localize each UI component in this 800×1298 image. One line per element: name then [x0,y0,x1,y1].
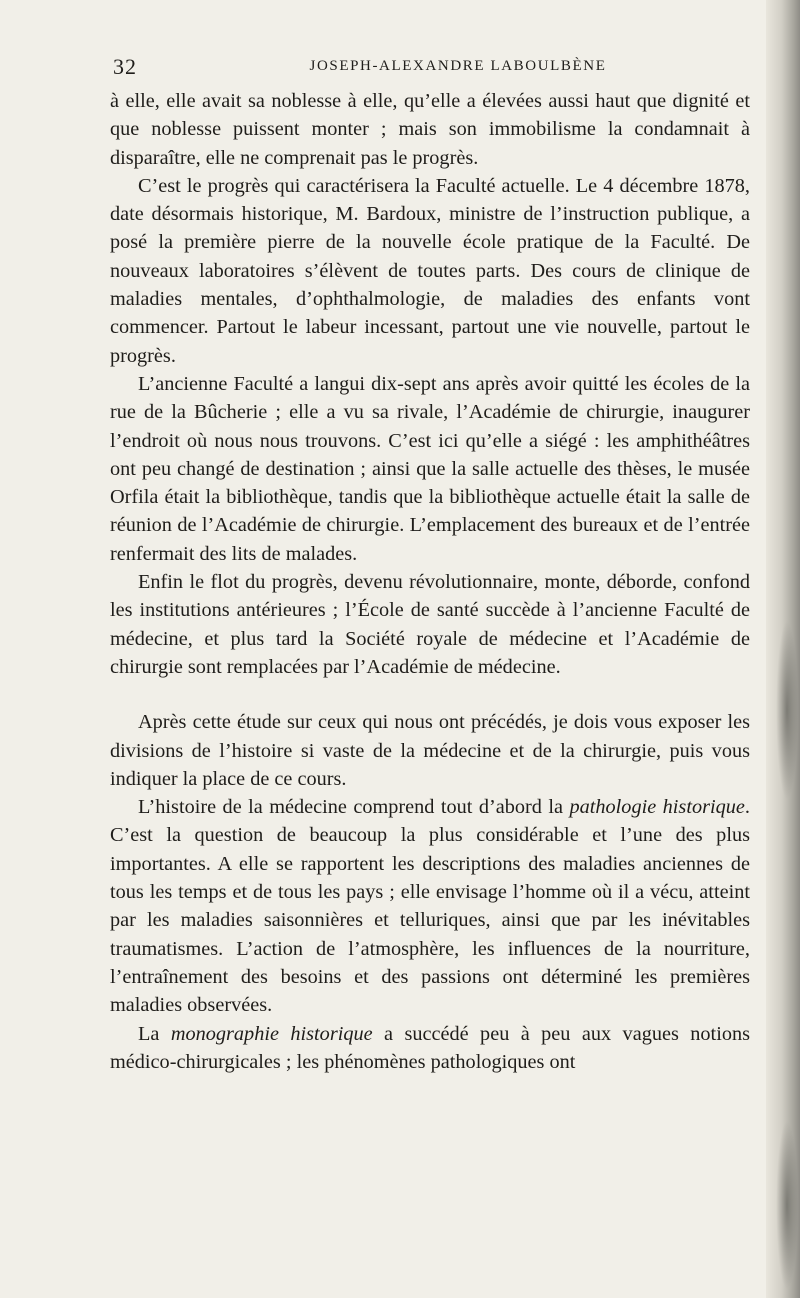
paragraph: L’ancienne Faculté a langui dix-sept ans après avoir quitté les écoles de la rue de la Bûcherie ; elle a vu sa rivale, l’Académie de chirurgie, inaugurer l’endroit où nous nous trouvons. C’est ici qu’elle a siégé : les amphithéâtres ont peu changé de destination ; ainsi que la salle actuelle des thèses, le musée Orfila était la bibliothèque, tandis que la bibliothèque actuelle était la salle de réunion de l’Académie de chirurgie. L’emplacement des bureaux et de l’entrée renfermait des lits de malades. [110,372,750,565]
italic-term: pathologie historique [569,796,745,819]
paragraph: Après cette étude sur ceux qui nous ont précédés, je dois vous exposer les divisions de l’histoire si vaste de la médecine et de la chirurgie, puis vous indiquer la place de ce cours. [110,711,750,790]
paragraph [110,1020,750,1077]
paragraph-text: . C’est la question de beaucoup la plus considérable et l’une des plus importantes. A elle se rapportent les descriptions des maladies anciennes de tous les temps et de tous les pays ; elle envisage l’homme où il a vécu, atteint par les maladies saisonnières et telluriques, ainsi que par les inévitables traumatismes. L’action de l’atmosphère, les influences de la nourriture, l’entraînement des besoins et des passions ont déterminé les premières maladies observées. [110,796,750,1017]
page-stain [776,620,798,800]
body-text [110,87,750,1076]
paragraph-text: L’histoire de la médecine comprend tout d’abord la [138,796,570,819]
paragraph-text: a succédé peu à peu aux vagues notions médico-chirurgicales ; les phénomènes pathologiques ont [110,1022,751,1073]
page-edge-shadow [766,0,800,1298]
paragraph [110,793,750,1019]
page-stain [776,1120,798,1290]
running-title: JOSEPH-ALEXANDRE LABOULBÈNE [309,58,607,74]
paragraph: à elle, elle avait sa noblesse à elle, qu’elle a élevées aussi haut que dignité et que noblesse puissent monter ; mais son immobilisme la condamnait à disparaître, elle ne comprenait pas le progrès. [110,90,750,169]
paragraph: C’est le progrès qui caractérisera la Faculté actuelle. Le 4 décembre 1878, date désormais historique, M. Bardoux, ministre de l’instruction publique, a posé la première pierre de la nouvelle école pratique de la Faculté. De nouveaux laboratoires s’élèvent de toutes parts. Des cours de clinique de maladies mentales, d’ophthalmologie, de maladies des enfants vont commencer. Partout le labeur incessant, partout une vie nouvelle, partout le progrès. [110,174,750,367]
paragraph-text: La [138,1022,171,1045]
paragraph: Enfin le flot du progrès, devenu révolutionnaire, monte, déborde, confond les institutions antérieures ; l’École de santé succède à l’ancienne Faculté de médecine, et plus tard la Société royale de médecine et l’Académie de chirurgie sont remplacées par l’Académie de médecine. [110,571,750,678]
page-number: 32 [113,54,137,79]
page-header [113,54,743,80]
italic-term: monographie historique [170,1022,373,1045]
